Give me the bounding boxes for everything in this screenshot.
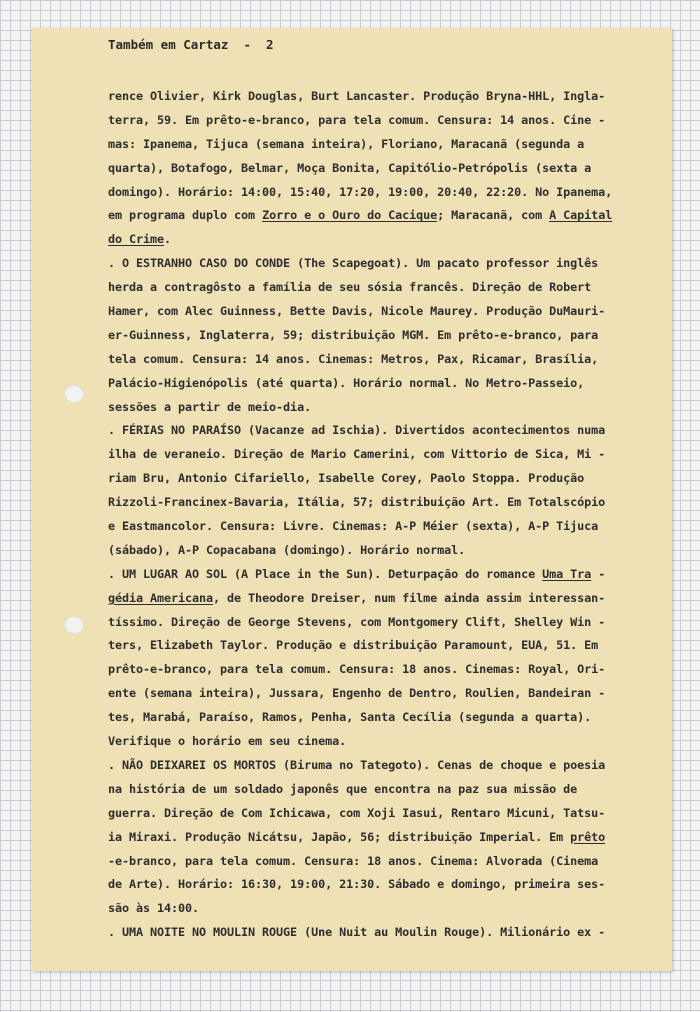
line-text: Hamer, com Alec Guinness, Bette Davis, Nicole Maurey. Produção DuMauri- [108,304,606,319]
punch-hole [64,616,84,634]
line-text: de Arte). Horário: 16:30, 19:00, 21:30. Sábado e domingo, primeira ses- [108,877,606,892]
text-line [108,706,668,730]
line-text: -e-branco, para tela comum. Censura: 18 anos. Cinema: Alvorada (Cinema [108,853,599,868]
text-line [108,563,668,587]
underlined-title: Uma Tra [542,566,592,581]
text-line [108,467,668,491]
line-text: , de Theodore Dreiser, num filme ainda assim interessan- [213,590,606,605]
line-text: Verifique o horário em seu cinema. [108,734,347,749]
line-text: ilha de veraneio. Direção de Mario Camerini, com Vittorio de Sica, Mi - [108,447,606,462]
line-text: na história de um soldado japonês que encontra na paz sua missão de [108,781,578,796]
typed-page [32,28,672,971]
line-text: e Eastmancolor. Censura: Livre. Cinemas: A-P Méier (sexta), A-P Tijuca [108,519,599,534]
underlined-title: A Capital [549,208,613,223]
typed-text-body [108,85,668,945]
page-header: Também em Cartaz - 2 [108,37,274,52]
line-text: sessões a partir de meio-dia. [108,399,312,414]
underlined-title: do Crime [108,232,165,247]
line-text: tes, Marabá, Paraíso, Ramos, Penha, Santa Cecília (segunda a quarta). [108,710,592,725]
underlined-title: Zorro e o Ouro do Cacique [262,208,438,223]
line-text: - [591,566,606,581]
text-line [108,348,668,372]
text-line [108,515,668,539]
line-text: . [164,232,172,247]
text-line [108,324,668,348]
line-text: são às 14:00. [108,901,200,916]
line-text: . O ESTRANHO CASO DO CONDE (The Scapegoat). Um pacato professor inglês [108,256,599,271]
text-line [108,85,668,109]
line-text: guerra. Direção de Com Ichicawa, com Xoji Iasui, Rentaro Micuni, Tatsu- [108,805,606,820]
text-line [108,802,668,826]
line-text: . UMA NOITE NO MOULIN ROUGE (Une Nuit au Moulin Rouge). Milionário ex - [108,925,606,940]
text-line [108,396,668,420]
text-line [108,252,668,276]
line-text: mas: Ipanema, Tijuca (semana inteira), Floriano, Maracanã (segunda a [108,136,585,151]
line-text: tíssimo. Direção de George Stevens, com Montgomery Clift, Shelley Win - [108,614,606,629]
text-line [108,443,668,467]
line-text: riam Bru, Antonio Cifariello, Isabelle Corey, Paolo Stoppa. Produção [108,471,585,486]
line-text: terra, 59. Em prêto-e-branco, para tela comum. Censura: 14 anos. Cine - [108,112,606,127]
text-line [108,157,668,181]
line-text: er-Guinness, Inglaterra, 59; distribuição MGM. Em prêto-e-branco, para [108,327,599,342]
line-text: ters, Elizabeth Taylor. Produção e distribuição Paramount, EUA, 51. Em [108,638,599,653]
text-line [108,634,668,658]
line-text: Palácio-Higienópolis (até quarta). Horário normal. No Metro-Passeio, [108,375,585,390]
text-line [108,372,668,396]
underlined-title: gédia Americana [108,590,214,605]
text-line [108,658,668,682]
text-line [108,109,668,133]
underlined-title: prêto [570,829,606,844]
text-line [108,539,668,563]
line-text: quarta), Botafogo, Belmar, Moça Bonita, Capitólio-Petrópolis (sexta a [108,160,592,175]
text-line [108,228,668,252]
text-line [108,754,668,778]
line-text: herda a contragôsto a família de seu sósia francês. Direção de Robert [108,280,592,295]
line-text: ; Maracanã, com [437,208,550,223]
text-line [108,587,668,611]
text-line [108,826,668,850]
text-line [108,204,668,228]
line-text: . UM LUGAR AO SOL (A Place in the Sun). Deturpação do romance [108,566,543,581]
line-text: (sábado), A-P Copacabana (domingo). Horário normal. [108,542,466,557]
line-text: domingo). Horário: 14:00, 15:40, 17:20, 19:00, 20:40, 22:20. No Ipanema, [108,184,613,199]
text-line [108,778,668,802]
text-line [108,181,668,205]
punch-hole [64,385,84,403]
text-line [108,921,668,945]
text-line [108,850,668,874]
text-line [108,682,668,706]
text-line [108,276,668,300]
text-line [108,873,668,897]
line-text: . FÉRIAS NO PARAÍSO (Vacanze ad Ischia). Divertidos acontecimentos numa [108,423,606,438]
line-text: em programa duplo com [108,208,263,223]
text-line [108,419,668,443]
text-line [108,491,668,515]
line-text: prêto-e-branco, para tela comum. Censura: 18 anos. Cinemas: Royal, Ori- [108,662,606,677]
text-line [108,730,668,754]
text-line [108,133,668,157]
text-line [108,897,668,921]
line-text: ia Miraxi. Produção Nicátsu, Japão, 56; distribuição Imperial. Em [108,829,571,844]
line-text: ente (semana inteira), Jussara, Engenho de Dentro, Roulien, Bandeiran - [108,686,606,701]
line-text: Rizzoli-Francinex-Bavaria, Itália, 57; distribuição Art. Em Totalscópio [108,495,606,510]
line-text: rence Olivier, Kirk Douglas, Burt Lancaster. Produção Bryna-HHL, Ingla- [108,89,606,103]
text-line [108,611,668,635]
line-text: tela comum. Censura: 14 anos. Cinemas: Metros, Pax, Ricamar, Brasília, [108,351,599,366]
line-text: . NÃO DEIXAREI OS MORTOS (Biruma no Tategoto). Cenas de choque e poesia [108,757,606,772]
text-line [108,300,668,324]
